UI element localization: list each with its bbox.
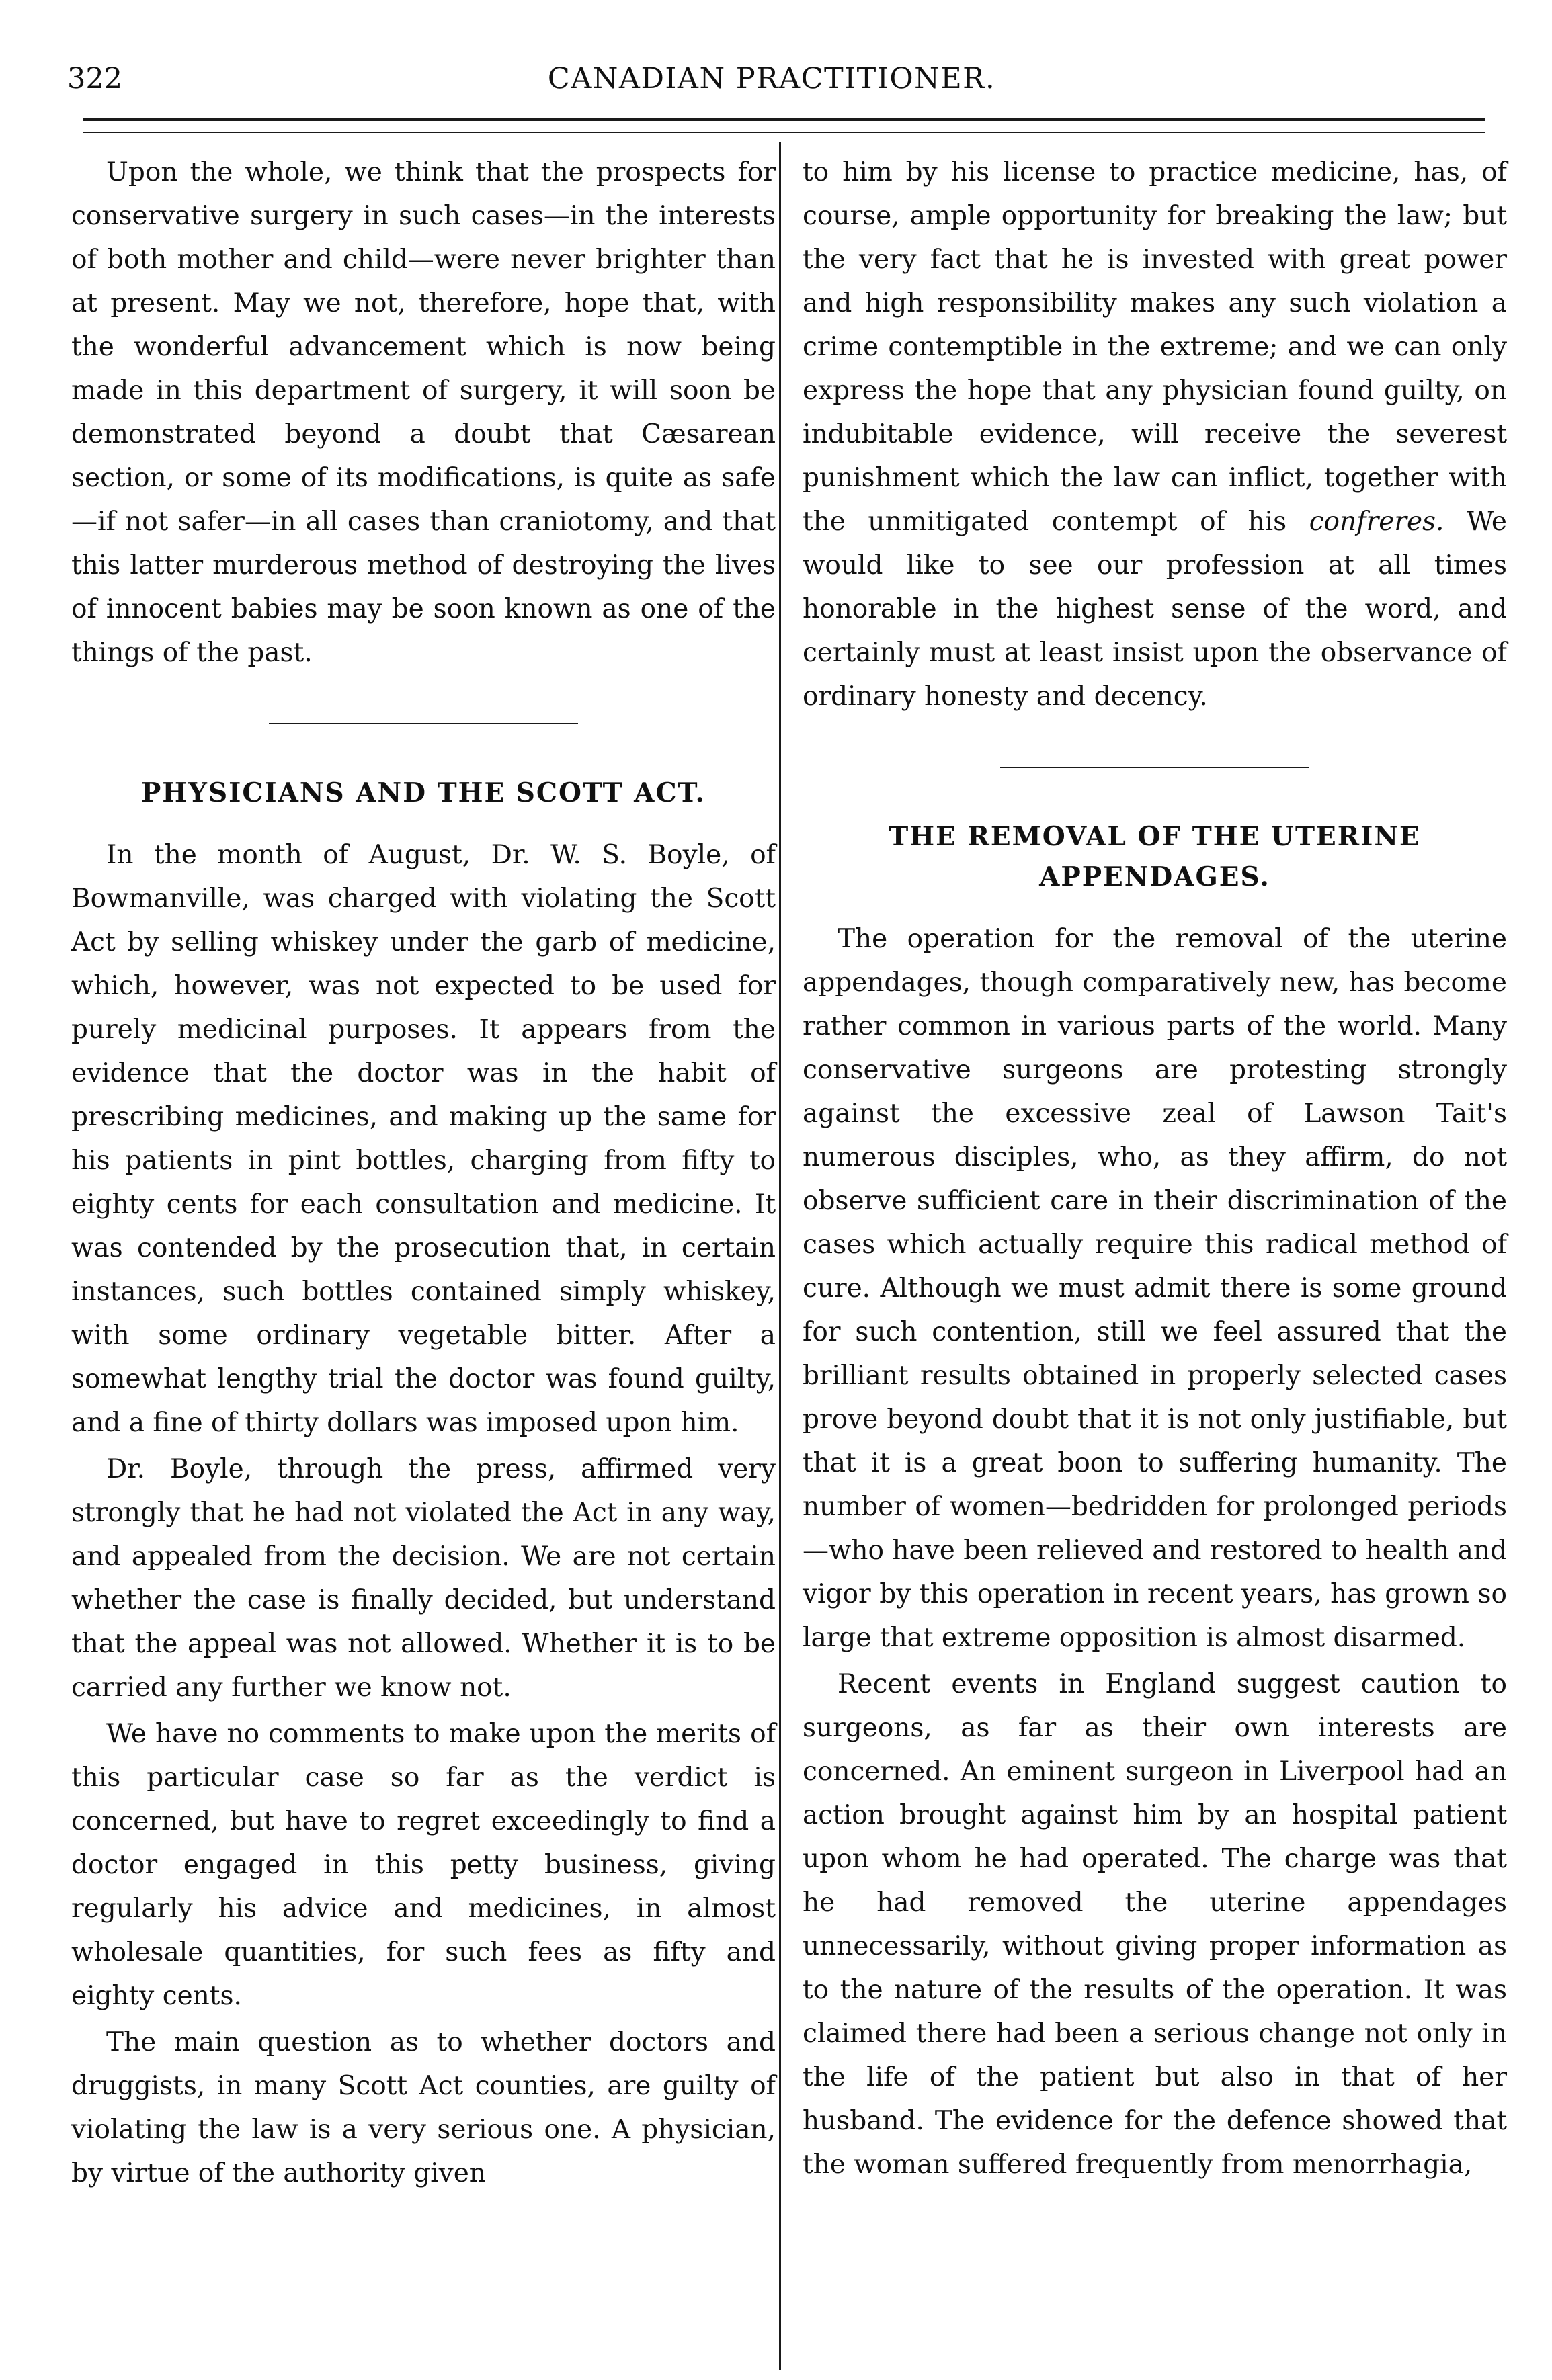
scott-act-paragraph-4: The main question as to whether doctors and druggists, in many Scott Act counties, are guilty of violating the law is a very serious one. A physician, by virtue of the authority given [71, 2027, 776, 2188]
column-divider [779, 142, 781, 2370]
confreres-italic: confreres. [1309, 507, 1444, 537]
heading-line-1: THE REMOVAL OF THE UTERINE [889, 821, 1421, 852]
scott-act-continuation-paragraph [803, 151, 1507, 718]
section-separator-rule [1000, 767, 1309, 768]
scott-act-paragraph-1: In the month of August, Dr. W. S. Boyle, of Bowmanville, was charged with violating the Scott Act by selling whiskey under the garb of medicine, which, however, was not expected to be used for purely medicinal purposes. It appears from the evidence that the doctor was in the habit of prescribing medicines, and making up the same for his patients in pint bottles, charging from fifty to eighty cents for each consultation and medicine. It was contended by the prosecution that, in certain instances, such bottles contained simply whiskey, with some ordinary vegetable bitter. After a somewhat lengthy trial the doctor was found guilty, and a fine of thirty dollars was imposed upon him. [71, 840, 776, 1438]
uterine-appendages-paragraph-1: The operation for the removal of the uterine appendages, though comparatively new, has become rather common in various parts of the world. Many conservative surgeons are protesting strongly against the excessive zeal of Lawson Tait's numerous disciples, who, as they affirm, do not observe sufficient care in their discrimination of the cases which actually require this radical method of cure. Although we must admit there is some ground for such contention, still we feel assured that the brilliant results obtained in properly selected cases prove beyond doubt that it is not only justifiable, but that it is a great boon to suffering humanity. The number of women—bedridden for prolonged periods—who have been relieved and restored to health and vigor by this operation in recent years, has grown so large that extreme opposition is almost disarmed. [803, 924, 1507, 1653]
page-header [67, 62, 1476, 112]
conservative-surgery-conclusion-paragraph: Upon the whole, we think that the prospects for conservative surgery in such cases—in the interests of both mother and child—were never brighter than at present. May we not, therefore, hope that, with the wonderful advancement which is now being made in this department of surgery, it will soon be demonstrated beyond a doubt that Cæsarean section, or some of its modifications, is quite as safe—if not safer—in all cases than craniotomy, and that this latter murderous method of destroying the lives of innocent babies may be soon known as one of the things of the past. [71, 157, 776, 668]
uterine-appendages-heading [803, 816, 1507, 897]
scott-act-paragraph-2: Dr. Boyle, through the press, affirmed very strongly that he had not violated the Act in any way, and appealed from the decision. We are not certain whether the case is finally decided, but understand that the appeal was not allowed. Whether it is to be carried any further we know not. [71, 1454, 776, 1703]
uterine-appendages-paragraph-2: Recent events in England suggest caution to surgeons, as far as their own interests are concerned. An eminent surgeon in Liverpool had an action brought against him by an hospital patient upon whom he had operated. The charge was that he had removed the uterine appendages unnecessarily, without giving proper information as to the nature of the results of the operation. It was claimed there had been a serious change not only in the life of the patient but also in that of her husband. The evidence for the defence showed that the woman suffered frequently from menorrhagia, [803, 1669, 1507, 2180]
page-number: 322 [67, 62, 123, 95]
scott-act-paragraph-3: We have no comments to make upon the merits of this particular case so far as the verdict is concerned, but have to regret exceedingly to find a doctor engaged in this petty business, giving regularly his advice and medicines, in almost wholesale quantities, for such fees as fifty and eighty cents. [71, 1719, 776, 2011]
continuation-text-start: to him by his license to practice medicine, has, of course, ample opportunity for breaking the law; but the very fact that he is invested with great power and high responsibility makes any such violation a crime contemptible in the extreme; and we can only express the hope that any physician found guilty, on indubitable evidence, will receive the severest punishment which the law can inflict, together with the unmitigated contempt of his [803, 157, 1507, 537]
heading-line-2: APPENDAGES. [1039, 861, 1270, 892]
continuation-text-end: We would like to see our profession at all times honorable in the highest sense of the word, and certainly must at least insist upon the observance of ordinary honesty and decency. [803, 507, 1507, 712]
right-column [803, 151, 1507, 2186]
left-column [71, 151, 776, 2195]
header-rule-thin [83, 132, 1485, 133]
header-rule-thick [83, 118, 1485, 121]
running-title: CANADIAN PRACTITIONER. [547, 62, 996, 95]
section-separator-rule [269, 723, 578, 724]
scott-act-heading: PHYSICIANS AND THE SCOTT ACT. [140, 777, 706, 808]
